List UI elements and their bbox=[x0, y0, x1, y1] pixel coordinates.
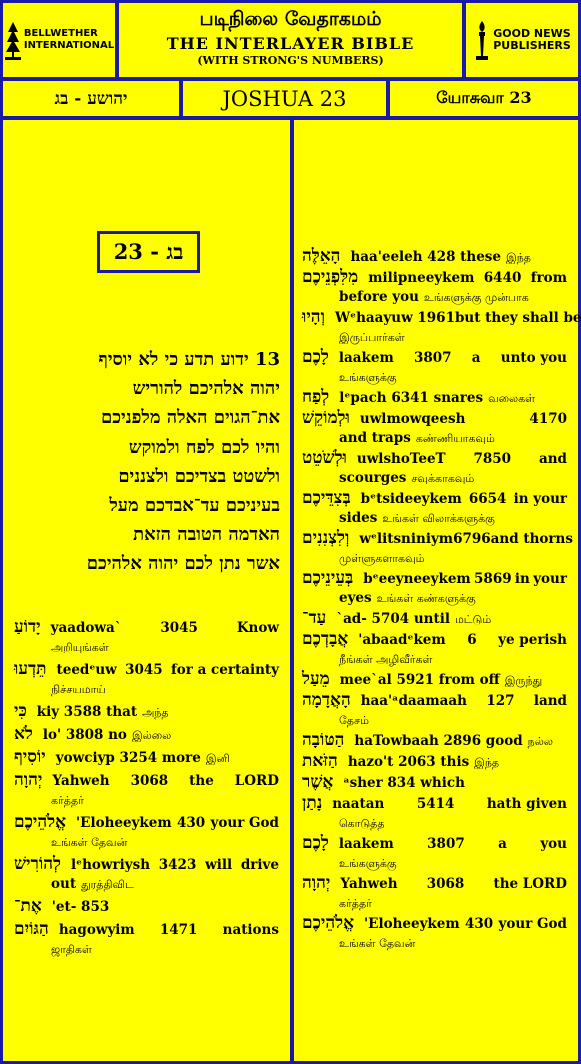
gloss-text: kiy 3588 that bbox=[36, 704, 138, 720]
hebrew-line: בעיניכם עד־אבדכם מעל bbox=[109, 495, 280, 517]
word-entry bbox=[302, 388, 567, 408]
gloss-text: 'et- 853 bbox=[51, 899, 110, 915]
hebrew-word: הַזֹּאת bbox=[302, 751, 338, 771]
gloss-part: will bbox=[205, 857, 233, 873]
gloss-part: bᵉtsideeykem bbox=[360, 491, 462, 507]
gloss-part: 1471 bbox=[159, 922, 198, 938]
word-entry bbox=[14, 813, 279, 852]
gloss-part: land bbox=[533, 693, 567, 709]
hebrew-word: הַגּוֹיִם bbox=[14, 919, 49, 939]
gloss-part: a bbox=[498, 836, 507, 852]
gloss-part: wᵉlitsniniym bbox=[359, 531, 454, 547]
gloss-part: drive bbox=[240, 857, 279, 873]
gloss-part: and bbox=[538, 451, 567, 467]
good-news-logo bbox=[473, 20, 571, 60]
word-entry bbox=[302, 630, 567, 669]
gloss-part: 6 bbox=[467, 632, 477, 648]
word-entry bbox=[302, 348, 567, 387]
tamil-gloss: நல்ல bbox=[527, 735, 553, 748]
gloss-text: lᵉpach 6341 snares bbox=[339, 390, 484, 406]
gloss-part: milipneeykem bbox=[368, 270, 475, 286]
hebrew-word: יָדוֹעַ bbox=[14, 617, 41, 637]
tamil-gloss: உங்கள் தேவன் bbox=[51, 836, 128, 849]
hebrew-line: ולשטט בצדיכם ולצננים bbox=[118, 465, 280, 487]
gloss-part: 3068 bbox=[130, 773, 169, 789]
hebrew-word: וּלְשֹׁטֵט bbox=[302, 448, 347, 468]
tamil-gloss: இல்லை bbox=[131, 729, 172, 742]
gloss-continuation: before you bbox=[339, 289, 419, 305]
tamil-gloss: உங்களுக்கு bbox=[339, 371, 397, 384]
gloss-part: your God bbox=[498, 916, 567, 932]
hebrew-word: לְהוֹרִישׁ bbox=[14, 854, 61, 874]
gloss-continuation: eyes bbox=[339, 590, 372, 606]
word-entry bbox=[302, 874, 567, 913]
gloss-part: a bbox=[471, 350, 481, 366]
word-entry bbox=[14, 660, 279, 699]
gloss-part: the LORD bbox=[493, 876, 567, 892]
hebrew-line: והיו לכם לפח ולמוקש bbox=[128, 436, 280, 458]
hebrew-word: מֵעַל bbox=[302, 669, 330, 689]
hebrew-word: יוֹסִיף bbox=[14, 747, 46, 767]
gloss-part: laakem bbox=[338, 836, 394, 852]
verse-tag bbox=[97, 231, 200, 273]
hebrew-word: לָכֶם bbox=[302, 833, 329, 853]
gloss-part: 5869 bbox=[474, 571, 512, 587]
gloss-continuation: scourges bbox=[339, 470, 407, 486]
gloss-text: haa'eeleh 428 these bbox=[350, 249, 502, 265]
tamil-gloss: உங்கள் தேவன் bbox=[339, 937, 416, 950]
gloss-text: haTowbaah 2896 good bbox=[354, 733, 523, 749]
gloss-part: naatan bbox=[332, 796, 385, 812]
hebrew-word: הָאֲדָמָה bbox=[302, 690, 351, 710]
title-sub: (WITH STRONG'S NUMBERS) bbox=[197, 54, 384, 67]
hebrew-word: וְלִצְנִנִים bbox=[302, 528, 350, 548]
title-main: THE INTERLAYER BIBLE bbox=[166, 34, 415, 53]
hebrew-word: בְּעֵינֵיכֶם bbox=[302, 568, 354, 588]
word-entry bbox=[14, 725, 279, 745]
gloss-part: 3807 bbox=[427, 836, 465, 852]
logo-left-line1: BELLWETHER bbox=[23, 28, 98, 39]
gloss-part: 3807 bbox=[413, 350, 452, 366]
word-entry bbox=[302, 691, 567, 730]
gloss-text: hazo't 2063 this bbox=[347, 754, 470, 770]
word-entry bbox=[14, 771, 279, 810]
gloss-part: Yahweh bbox=[52, 773, 110, 789]
tamil-gloss: இருப்பார்கள் bbox=[339, 331, 405, 344]
word-entry bbox=[302, 409, 567, 448]
tamil-gloss: நீங்கள் அழிவீர்கள் bbox=[339, 653, 433, 666]
tamil-gloss: அந்த bbox=[142, 706, 169, 719]
gloss-part: 'abaadᵉkem bbox=[358, 632, 446, 648]
word-entry bbox=[14, 897, 279, 917]
gloss-part: Know bbox=[236, 620, 279, 636]
tamil-gloss: சவுக்காகவும் bbox=[411, 472, 475, 485]
word-entry bbox=[14, 702, 279, 722]
word-entry bbox=[302, 834, 567, 873]
gloss-text: ᵃsher 834 which bbox=[343, 775, 465, 791]
hebrew-word: לֹא bbox=[14, 724, 33, 744]
title-box bbox=[116, 0, 465, 80]
tamil-gloss: உங்கள் கண்களுக்கு bbox=[376, 592, 476, 605]
tamil-gloss: ஜாதிகள் bbox=[51, 943, 92, 956]
gloss-part: for a certainty bbox=[170, 662, 279, 678]
hebrew-word: בְּצִדֵּיכֶם bbox=[302, 488, 351, 508]
hebrew-word: יְהוָה bbox=[302, 873, 331, 893]
gloss-part: 6440 bbox=[483, 270, 522, 286]
hebrew-word: כִּי bbox=[14, 701, 27, 721]
word-entry bbox=[302, 794, 567, 833]
gloss-part: 7850 bbox=[473, 451, 512, 467]
gloss-text: yowciyp 3254 more bbox=[55, 750, 201, 766]
hebrew-line: את־הגוים האלה מלפניכם bbox=[101, 407, 280, 429]
torch-icon bbox=[473, 20, 491, 60]
hebrew-word: נָתַן bbox=[302, 793, 323, 813]
gloss-part: 127 bbox=[486, 693, 515, 709]
gloss-part: 3068 bbox=[426, 876, 465, 892]
gloss-part: the bbox=[189, 773, 214, 789]
gloss-part: lᵉhowriysh bbox=[70, 857, 151, 873]
gloss-part: your bbox=[533, 571, 567, 587]
english-book-label: JOSHUA 23 bbox=[222, 86, 347, 111]
tamil-gloss: இந்த bbox=[506, 251, 531, 264]
word-entry bbox=[302, 752, 567, 772]
tamil-gloss: இருந்து bbox=[504, 674, 543, 687]
gloss-part: 430 bbox=[465, 916, 494, 932]
word-entry bbox=[302, 914, 567, 953]
hebrew-word: אֱלֹהֵיכֶם bbox=[302, 913, 355, 933]
hebrew-word: אֶת־ bbox=[14, 896, 42, 916]
hebrew-book-box bbox=[0, 78, 182, 119]
word-entry bbox=[14, 855, 279, 894]
hebrew-line: אשר נתן לכם יהוה אלהיכם bbox=[86, 553, 280, 575]
tamil-gloss: உங்களுக்கு bbox=[339, 857, 397, 870]
gloss-continuation: out bbox=[51, 876, 77, 892]
gloss-text: lo' 3808 no bbox=[42, 727, 127, 743]
tamil-gloss: நிச்சயமாய் bbox=[51, 683, 106, 696]
gloss-part: 4170 bbox=[529, 411, 567, 427]
word-entry bbox=[302, 307, 581, 347]
logo-right-line1: GOOD NEWS bbox=[493, 27, 571, 40]
hebrew-word: יְהוָה bbox=[14, 770, 43, 790]
gloss-text: mee`al 5921 from off bbox=[339, 672, 500, 688]
tamil-gloss: கொடுத்த bbox=[339, 817, 385, 830]
hebrew-line: האדמה הטובה הזאת bbox=[133, 524, 280, 546]
gloss-part: in your bbox=[513, 491, 567, 507]
gloss-text: `ad- 5704 until bbox=[336, 611, 450, 627]
word-entry bbox=[14, 748, 279, 768]
hebrew-word: אֲבָדְכֶם bbox=[302, 629, 349, 649]
gloss-part: LORD bbox=[234, 773, 279, 789]
gloss-part: haa'ᵃdaamaah bbox=[360, 693, 467, 709]
word-entry bbox=[14, 618, 279, 657]
gloss-part: hath given bbox=[486, 796, 567, 812]
tamil-gloss: முள்ளுகளாகவும் bbox=[339, 552, 425, 565]
logo-left-line2: INTERNATIONAL bbox=[23, 40, 115, 51]
tamil-gloss: கண்ணியாகவும் bbox=[415, 432, 495, 445]
tamil-gloss: அறியுங்கள் bbox=[51, 641, 109, 654]
gloss-part: in bbox=[514, 571, 530, 587]
tamil-gloss: தேசம் bbox=[339, 714, 369, 727]
tamil-book-label: யோசுவா 23 bbox=[436, 88, 532, 107]
gloss-part: 6796 bbox=[453, 531, 491, 547]
hebrew-line: יהוה אלהיכם להוריש bbox=[132, 378, 280, 400]
word-entry bbox=[302, 773, 567, 793]
tamil-gloss: கர்த்தர் bbox=[339, 897, 372, 910]
hebrew-word: הַטּוֹבָה bbox=[302, 730, 345, 750]
word-entry bbox=[302, 609, 567, 629]
hebrew-word: וְהָיוּ bbox=[302, 307, 325, 327]
word-entry bbox=[302, 731, 567, 751]
tamil-gloss: உங்கள் விலாக்களுக்கு bbox=[382, 512, 495, 525]
gloss-part: uwlmowqeesh bbox=[359, 411, 466, 427]
gloss-part: your God bbox=[210, 815, 279, 831]
hebrew-verse-text bbox=[30, 345, 280, 579]
gloss-part: laakem bbox=[338, 350, 394, 366]
right-word-list bbox=[302, 246, 581, 954]
gloss-continuation: sides bbox=[339, 510, 378, 526]
word-entry bbox=[302, 489, 567, 528]
hebrew-word: לָכֶם bbox=[302, 347, 329, 367]
tamil-gloss: உங்களுக்கு முன்பாக bbox=[423, 291, 529, 304]
gloss-part: from bbox=[530, 270, 567, 286]
gloss-part: bᵉeeyneeykem bbox=[363, 571, 471, 587]
gloss-part: yaadowa` bbox=[50, 620, 122, 636]
tamil-book-box bbox=[387, 78, 581, 119]
gloss-part: 'Eloheeykem bbox=[364, 916, 460, 932]
tree-icon bbox=[4, 20, 22, 60]
english-book-box bbox=[180, 78, 389, 119]
gloss-part: and thorns bbox=[490, 531, 573, 547]
hebrew-book-label: יהושע - בג bbox=[54, 88, 128, 109]
tamil-gloss: மட்டும் bbox=[454, 613, 492, 626]
hebrew-word: תֵּדְעוּ bbox=[14, 659, 47, 679]
hebrew-word: הָאֵלֶּה bbox=[302, 246, 341, 266]
gloss-continuation: and traps bbox=[339, 430, 411, 446]
hebrew-word: וּלְמוֹקֵשׁ bbox=[302, 408, 350, 428]
logo-right-line2: PUBLISHERS bbox=[493, 39, 571, 52]
tamil-gloss: இனி bbox=[205, 752, 230, 765]
logo-left-box bbox=[0, 0, 118, 80]
hebrew-word: עַד־ bbox=[302, 608, 327, 628]
hebrew-word: אֲשֶׁר bbox=[302, 772, 334, 792]
word-entry bbox=[14, 920, 279, 959]
word-entry bbox=[302, 247, 567, 267]
gloss-part: teedᵉuw bbox=[56, 662, 117, 678]
gloss-part: Yahweh bbox=[340, 876, 398, 892]
gloss-part: uwlshoTeeT bbox=[356, 451, 446, 467]
tamil-gloss: துரத்திவிட bbox=[81, 878, 134, 891]
gloss-part: 3045 bbox=[125, 662, 163, 678]
gloss-part: but they shall be bbox=[454, 310, 581, 326]
gloss-part: ye perish bbox=[498, 632, 567, 648]
gloss-part: 3423 bbox=[158, 857, 197, 873]
bellwether-logo bbox=[4, 20, 114, 60]
hebrew-word: אֱלֹהֵיכֶם bbox=[14, 812, 67, 832]
logo-right-box bbox=[463, 0, 581, 80]
hebrew-word: לְפַח bbox=[302, 387, 330, 407]
gloss-part: 3045 bbox=[160, 620, 198, 636]
gloss-part: you bbox=[540, 836, 567, 852]
gloss-part: unto you bbox=[500, 350, 567, 366]
word-entry bbox=[302, 268, 567, 307]
gloss-part: nations bbox=[222, 922, 279, 938]
word-entry bbox=[302, 670, 567, 690]
hebrew-word: מִלִּפְנֵיכֶם bbox=[302, 267, 359, 287]
gloss-part: 6654 bbox=[468, 491, 507, 507]
gloss-part: 430 bbox=[177, 815, 206, 831]
tamil-gloss: இந்த bbox=[474, 756, 500, 769]
left-word-list bbox=[14, 618, 279, 962]
word-entry bbox=[302, 449, 567, 488]
gloss-part: hagowyim bbox=[58, 922, 135, 938]
tamil-gloss: கர்த்தர் bbox=[51, 794, 84, 807]
gloss-part: 5414 bbox=[416, 796, 455, 812]
title-tamil: படிநிலை வேதாகமம் bbox=[199, 8, 382, 30]
word-entry bbox=[302, 528, 573, 568]
gloss-part: Wᵉhaayuw 1961 bbox=[334, 310, 455, 326]
tamil-gloss: வலைகள் bbox=[488, 392, 536, 405]
gloss-part: 'Eloheeykem bbox=[76, 815, 172, 831]
verse-tag-label: בג - 23 bbox=[113, 239, 184, 264]
word-entry bbox=[302, 569, 567, 608]
hebrew-line: 13 ידוע תדע כי לא יוסיף bbox=[98, 349, 280, 370]
